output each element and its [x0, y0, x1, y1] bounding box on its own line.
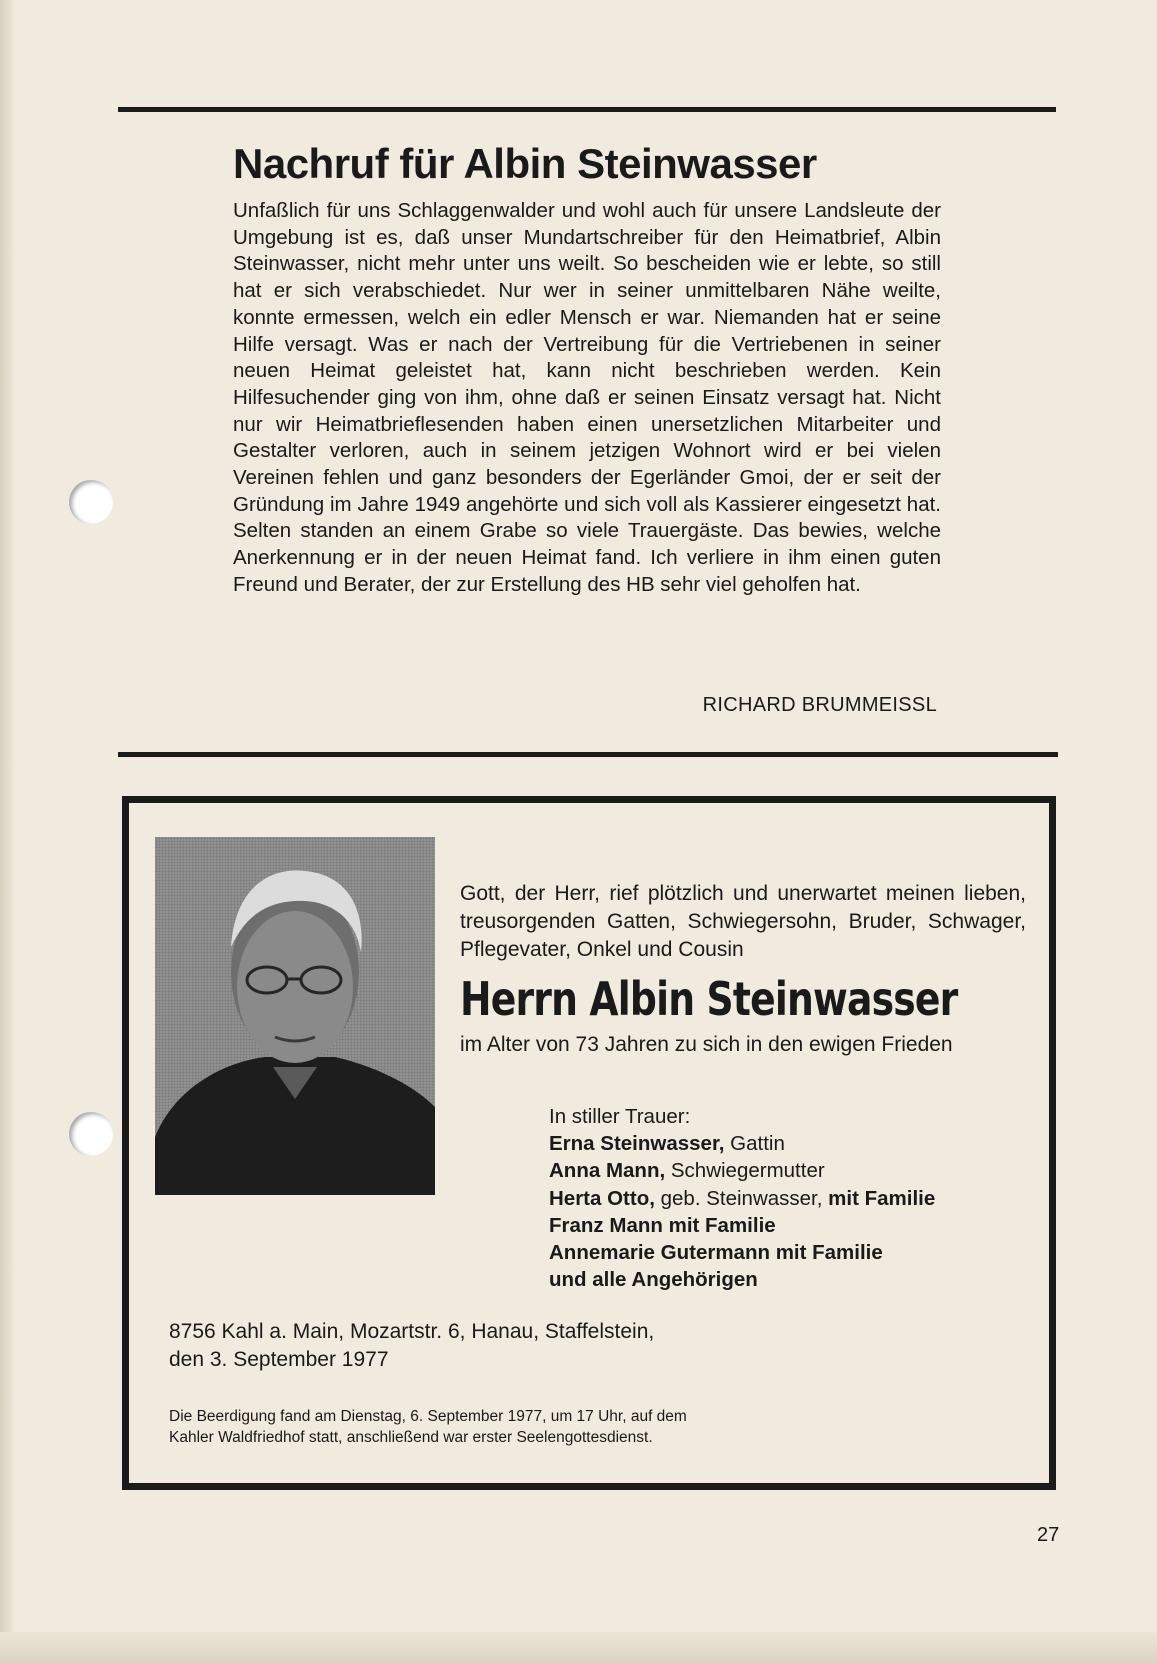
- portrait-photo: [155, 837, 435, 1195]
- mourner-relation: geb. Steinwasser,: [654, 1186, 829, 1210]
- age-line: im Alter von 73 Jahren zu sich in den ewigen Frieden: [460, 1033, 953, 1056]
- portrait-illustration: [155, 837, 435, 1195]
- mourner-relation: Gattin: [724, 1132, 785, 1156]
- punch-hole-top: [69, 480, 113, 524]
- middle-rule: [118, 752, 1058, 757]
- page-number: 27: [1037, 1524, 1060, 1546]
- obituary-author: RICHARD BRUMMEISSL: [702, 694, 937, 716]
- address-line: 8756 Kahl a. Main, Mozartstr. 6, Hanau, Staffelstein,: [169, 1320, 655, 1343]
- mourner-name: Herta Otto,: [549, 1186, 655, 1210]
- mourner-name: Anna Mann,: [549, 1159, 666, 1183]
- address-block: [169, 1318, 654, 1374]
- date-line: den 3. September 1977: [169, 1348, 389, 1371]
- mourner-name: und alle Angehörigen: [549, 1268, 758, 1292]
- page-bottom-band: [0, 1632, 1157, 1663]
- funeral-line: Kahler Waldfriedhof statt, anschließend war erster Seelengottesdienst.: [169, 1429, 653, 1446]
- mourner-line: [549, 1239, 935, 1266]
- obituary-body: Unfaßlich für uns Schlaggenwalder und wohl auch für unsere Landsleute der Umgebung ist es, daß unser Mundartschreiber für den Heimatbrief, Albin Steinwasser, nicht mehr unter uns weilt. So bescheiden wie er lebte, so still hat er sich verabschiedet. Nur wer in seiner unmittelbaren Nähe weilte, konnte ermessen, welch ein edler Mensch er war. Niemanden hat er seine Hilfe versagt. Was er nach der Vertreibung für die Vertriebenen in seiner neuen Heimat geleistet hat, kann nicht beschrieben werden. Kein Hilfesuchender ging von ihm, ohne daß er seinen Einsatz versagt hat. Nicht nur wir Heimatbrieflesenden haben einen unersetzlichen Mitarbeiter und Gestalter verloren, auch in seinem jetzigen Wohnort wird er bei vielen Vereinen fehlen und ganz besonders der Egerländer Gmoi, der er seit der Gründung im Jahre 1949 angehörte und sich voll als Kassierer eingesetzt hat. Selten standen an einem Grabe so viele Trauergäste. Das bewies, welche Anerkennung er in der neuen Heimat fand. Ich verliere in ihm einen guten Freund und Berater, der zur Erstellung des HB sehr viel geholfen hat.: [233, 199, 941, 596]
- mourner-line: [549, 1130, 935, 1157]
- obituary-title: Nachruf für Albin Steinwasser: [233, 140, 817, 187]
- mourner-line: [549, 1266, 935, 1293]
- top-rule: [118, 107, 1056, 112]
- mourner-line: [549, 1157, 935, 1184]
- page-edge: [0, 0, 14, 1663]
- deceased-name: Herrn Albin Steinwasser: [460, 972, 958, 1026]
- mourning-heading: In stiller Trauer:: [549, 1105, 691, 1128]
- mourner-line: [549, 1212, 935, 1239]
- mourners-list: [549, 1103, 935, 1293]
- mourner-name: Franz Mann mit Familie: [549, 1213, 776, 1237]
- mourner-name: Annemarie Gutermann mit Familie: [549, 1241, 883, 1265]
- mourner-suffix: mit Familie: [828, 1186, 936, 1210]
- mourner-name: Erna Steinwasser,: [549, 1132, 725, 1156]
- notice-intro: Gott, der Herr, rief plötzlich und unerwartet meinen lieben, treusorgenden Gatten, Schwiegersohn, Bruder, Schwager, Pflegevater, Onkel und Cousin: [460, 882, 1026, 961]
- funeral-note: [169, 1406, 687, 1448]
- mourner-relation: Schwiegermutter: [665, 1159, 825, 1183]
- punch-hole-bottom: [69, 1112, 113, 1156]
- funeral-line: Die Beerdigung fand am Dienstag, 6. September 1977, um 17 Uhr, auf dem: [169, 1408, 687, 1425]
- mourner-line: [549, 1185, 935, 1212]
